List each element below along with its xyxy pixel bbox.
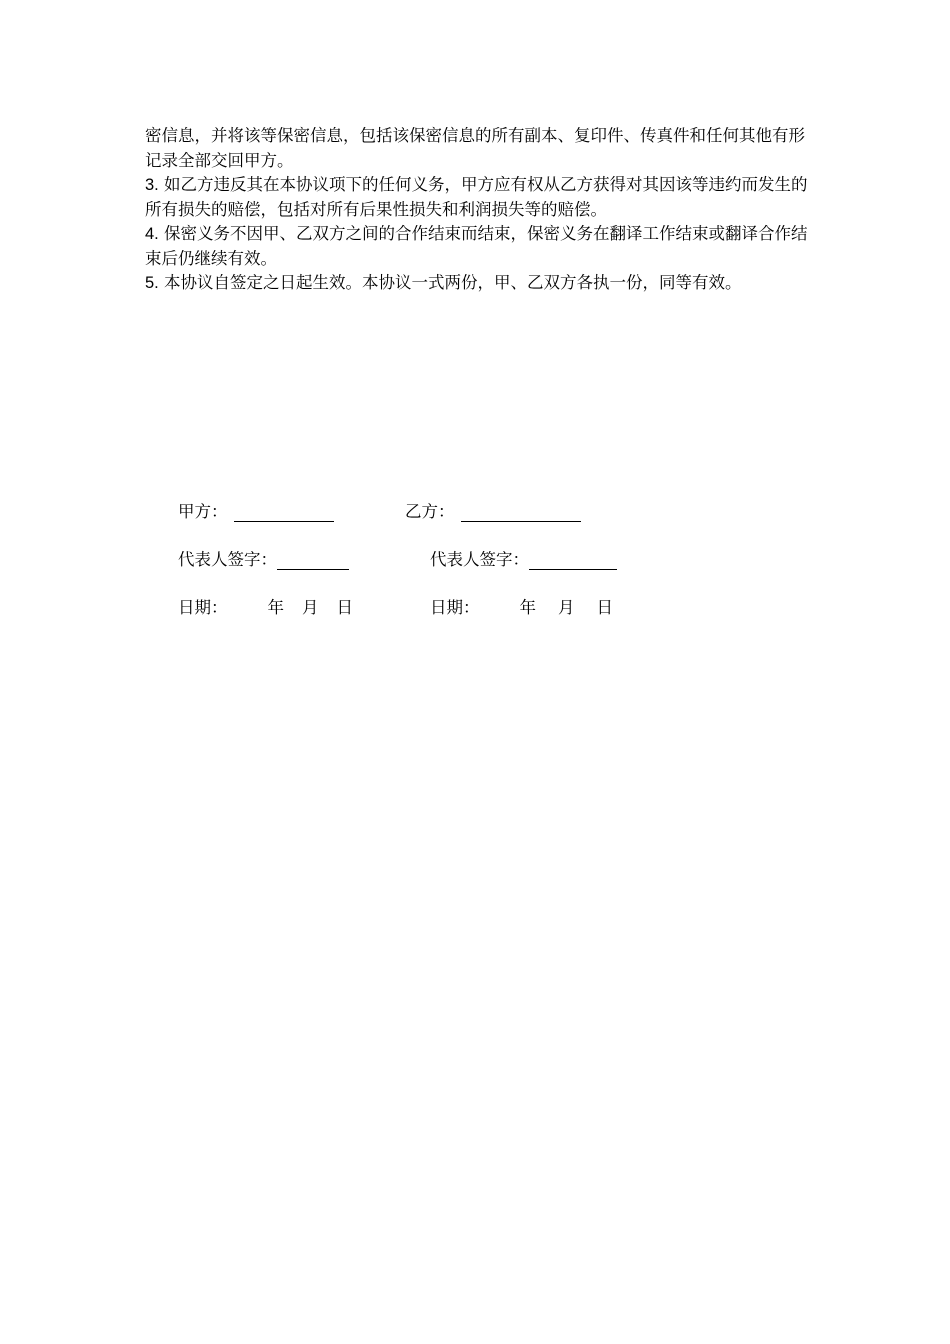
date-b-day: 日: [596, 598, 613, 617]
clause-number: 4.: [145, 225, 159, 243]
clause-text: 保密义务不因甲、乙双方之间的合作结束而结束，保密义务在翻译工作结束或翻译合作结束后仍继续有效。: [145, 224, 808, 268]
party-a-label: 甲方：: [178, 502, 228, 521]
party-row: [178, 498, 678, 546]
date-a-month: 月: [302, 598, 319, 617]
clause-text: 本协议自签定之日起生效。本协议一式两份，甲、乙双方各执一份，同等有效。: [158, 273, 742, 292]
date-b-label: 日期：: [430, 598, 480, 617]
rep-sign-a-blank[interactable]: [277, 551, 349, 570]
representative-row: [178, 546, 678, 594]
rep-sign-b: [430, 546, 617, 570]
date-a-label: 日期：: [178, 598, 228, 617]
rep-sign-b-label: 代表人签字：: [430, 550, 529, 569]
clause-text: 密信息，并将该等保密信息，包括该保密信息的所有副本、复印件、传真件和任何其他有形记录全部交回甲方。: [145, 126, 805, 170]
clause-number: 5.: [145, 274, 159, 292]
party-a: [178, 498, 334, 522]
date-a-year: 年: [267, 598, 284, 617]
rep-sign-a: [178, 546, 349, 570]
agreement-body: [145, 124, 815, 296]
party-b: [405, 498, 581, 522]
date-row: [178, 594, 678, 642]
clause-continuation: [145, 124, 815, 173]
clause-3: [145, 173, 815, 222]
date-b: [430, 594, 613, 618]
clause-4: [145, 222, 815, 271]
clause-5: [145, 271, 815, 296]
date-b-month: 月: [558, 598, 575, 617]
clause-number: 3.: [145, 176, 159, 194]
date-b-year: 年: [519, 598, 536, 617]
clause-text: 如乙方违反其在本协议项下的任何义务，甲方应有权从乙方获得对其因该等违约而发生的所有损失的赔偿，包括对所有后果性损失和利润损失等的赔偿。: [145, 175, 808, 219]
rep-sign-b-blank[interactable]: [529, 551, 617, 570]
party-b-blank[interactable]: [461, 503, 581, 522]
party-a-blank[interactable]: [234, 503, 334, 522]
signature-block: [178, 498, 678, 642]
party-b-label: 乙方：: [405, 502, 455, 521]
date-a-day: 日: [336, 598, 353, 617]
rep-sign-a-label: 代表人签字：: [178, 550, 277, 569]
date-a: [178, 594, 353, 618]
